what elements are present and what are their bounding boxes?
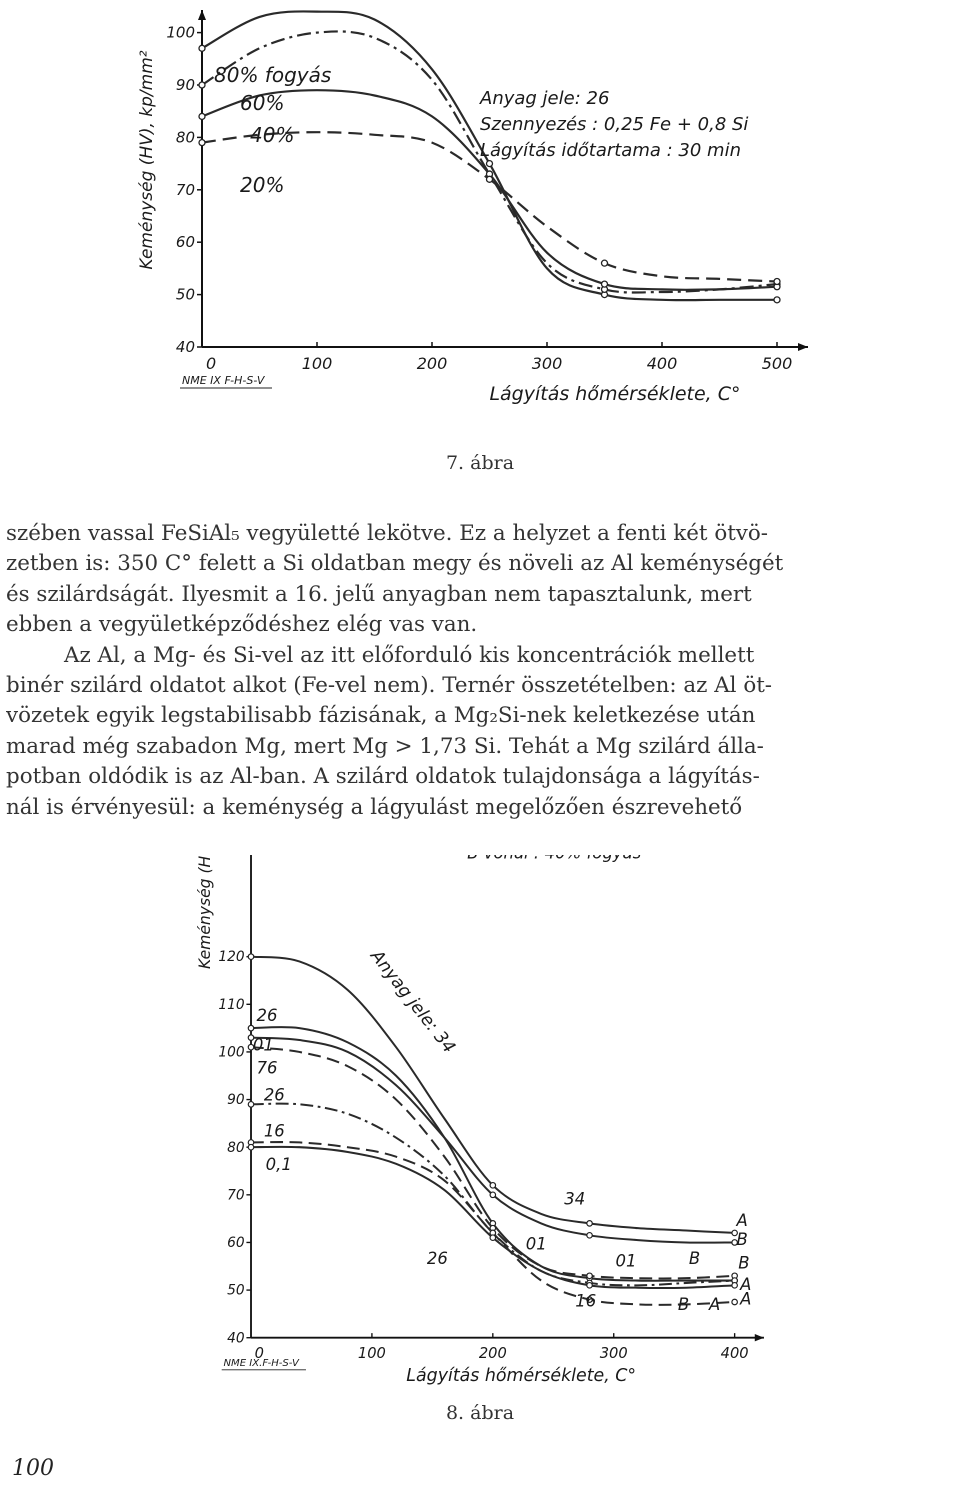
data-point [732,1283,737,1288]
data-point [487,161,493,167]
curve-label-left: 16 [263,1121,285,1141]
series-line [251,1047,735,1278]
curve-label-right: A [736,1210,748,1230]
data-point [490,1183,495,1188]
y-tick-label: 60 [175,233,195,252]
x-tick-label: 0 [254,1344,265,1362]
data-point [487,176,493,182]
x-tick-label: 0 [206,354,217,373]
x-tick-label: 200 [478,1344,507,1362]
y-tick-label: 110 [218,996,245,1013]
y-tick-label: 40 [175,338,195,356]
data-point [248,1144,253,1149]
body-line: potban oldódik is az Al-ban. A szilárd oldatok tulajdonsága a lágyítás- [6,764,760,790]
curve-label-right: B [738,1253,750,1273]
body-line: zetben is: 350 C° felett a Si oldatban megy és növeli az Al keménységét [6,551,784,577]
legend-line: Lágyítás időtartama : 30 min [480,140,741,161]
y-tick-label: 50 [175,285,195,304]
figure-7 [0,0,960,444]
curve-label-right: A [740,1275,752,1295]
y-tick-label: 60 [227,1235,245,1252]
data-point [587,1221,592,1226]
figure-8-chart [0,855,960,1400]
x-tick-label: 200 [416,354,448,373]
y-tick-label: 120 [218,949,245,966]
data-point [248,1102,253,1107]
data-point [587,1233,592,1238]
body-line: vözetek egyik legstabilisabb fázisának, a Mg₂Si-nek keletkezése után [6,703,756,729]
data-point [774,279,780,285]
curve-label-right: B [677,1295,690,1315]
series-line [251,1027,735,1281]
x-tick-label: 400 [646,354,678,373]
x-tick-label: 500 [761,354,793,373]
series-line [251,1038,735,1243]
y-axis-label: Keménység (HV), kp/mm² [195,855,214,970]
data-point [587,1273,592,1278]
curve-label-right: 01 [615,1251,637,1271]
curve-label-right: 16 [575,1291,597,1311]
y-tick-label: 70 [227,1187,245,1204]
curve-label-right: B [736,1229,748,1249]
curve-label-40: 40% [250,123,295,147]
figure-7-caption: 7. ábra [445,452,515,474]
figure-8 [0,855,960,1404]
figure-8-series [248,954,737,1305]
diagonal-label: Anyag jele: 34 [366,946,459,1058]
curve-label-right: A [740,1289,752,1309]
data-point [602,281,608,287]
x-tick-label: 300 [599,1344,628,1362]
y-tick-label: 70 [175,180,195,199]
curve-label-left: 26 [263,1085,285,1105]
body-line: Az Al, a Mg- és Si-vel az itt előforduló kis koncentrációk mellett [64,642,755,668]
body-line: szében vassal FeSiAl₅ vegyületté lekötve. Ez a helyzet a fenti két ötvö- [6,521,768,546]
y-tick-label: 40 [227,1330,245,1347]
series-line [251,1147,735,1288]
curve-label-left: 26 [256,1006,278,1026]
figure-stamp: NME IX.F-H-S-V [223,1358,299,1370]
curve-label-right: A [708,1295,721,1315]
y-tick-label: 100 [218,1044,245,1061]
curve-label-right: 01 [525,1234,547,1254]
figure-8-text [196,855,752,1386]
figure-8-axes [222,855,764,1370]
y-tick-label: 50 [227,1282,245,1299]
body-line: nál is érvényesül: a keménység a lágyulást megelőzően észrevehető [6,794,743,820]
figure-7-chart [0,0,960,440]
legend-line: Szennyezés : 0,25 Fe + 0,8 Si [480,114,749,135]
x-axis-label: Lágyítás hőmérséklete, C° [406,1365,637,1386]
y-tick-label: 90 [227,1092,245,1109]
data-point [587,1283,592,1288]
legend-line: Anyag jele: 26 [480,88,610,109]
data-point [248,1025,253,1030]
data-point [774,297,780,303]
body-text [6,519,958,823]
data-point [199,82,205,88]
curve-label-left: 76 [256,1058,278,1078]
figure-8-caption: 8. ábra [445,1402,515,1424]
body-line: marad még szabadon Mg, mert Mg > 1,73 Si. Tehát a Mg szilárd álla- [6,733,764,759]
data-point [490,1192,495,1197]
curve-label-80: 80% fogyás [214,63,332,87]
y-axis-arrow [198,10,206,20]
x-axis-label: Lágyítás hőmérséklete, C° [489,383,741,405]
data-point [732,1299,737,1304]
y-tick-label: 100 [166,23,195,42]
x-axis-arrow [798,343,808,351]
data-point [199,45,205,51]
data-point [199,140,205,146]
curve-label-right: B [688,1248,701,1268]
data-point [490,1235,495,1240]
curve-label-left: 01 [252,1035,274,1055]
body-line: binér szilárd oldatot alkot (Fe-vel nem). Ternér összetételben: az Al öt- [6,673,773,699]
curve-label-60: 60% [240,91,285,115]
curve-label-right: 26 [426,1248,448,1268]
y-axis-label: Keménység (HV), kp/mm² [137,50,157,270]
y-tick-label: 80 [175,128,195,147]
figure-7-text [137,0,792,405]
x-tick-label: 100 [301,354,333,373]
body-line: és szilárdságát. Ilyesmit a 16. jelű anyagban nem tapasztalunk, mert [6,581,752,607]
x-axis-arrow [755,1334,764,1341]
x-tick-label: 400 [720,1344,749,1362]
figure-stamp: NME IX F-H-S-V [182,374,265,387]
x-tick-label: 100 [357,1344,386,1362]
curve-label-right: 34 [564,1189,586,1209]
y-tick-label: 80 [227,1139,245,1156]
curve-label-20: 20% [240,173,285,197]
x-tick-label: 300 [531,354,563,373]
page-number: 100 [12,1456,54,1481]
body-line: ebben a vegyületképződéshez elég vas van. [6,612,478,638]
curve-label-left: 0,1 [265,1154,292,1174]
data-point [602,260,608,266]
data-point [248,954,253,959]
legend-line [467,855,641,863]
data-point [199,113,205,119]
y-tick-label: 90 [175,76,195,94]
